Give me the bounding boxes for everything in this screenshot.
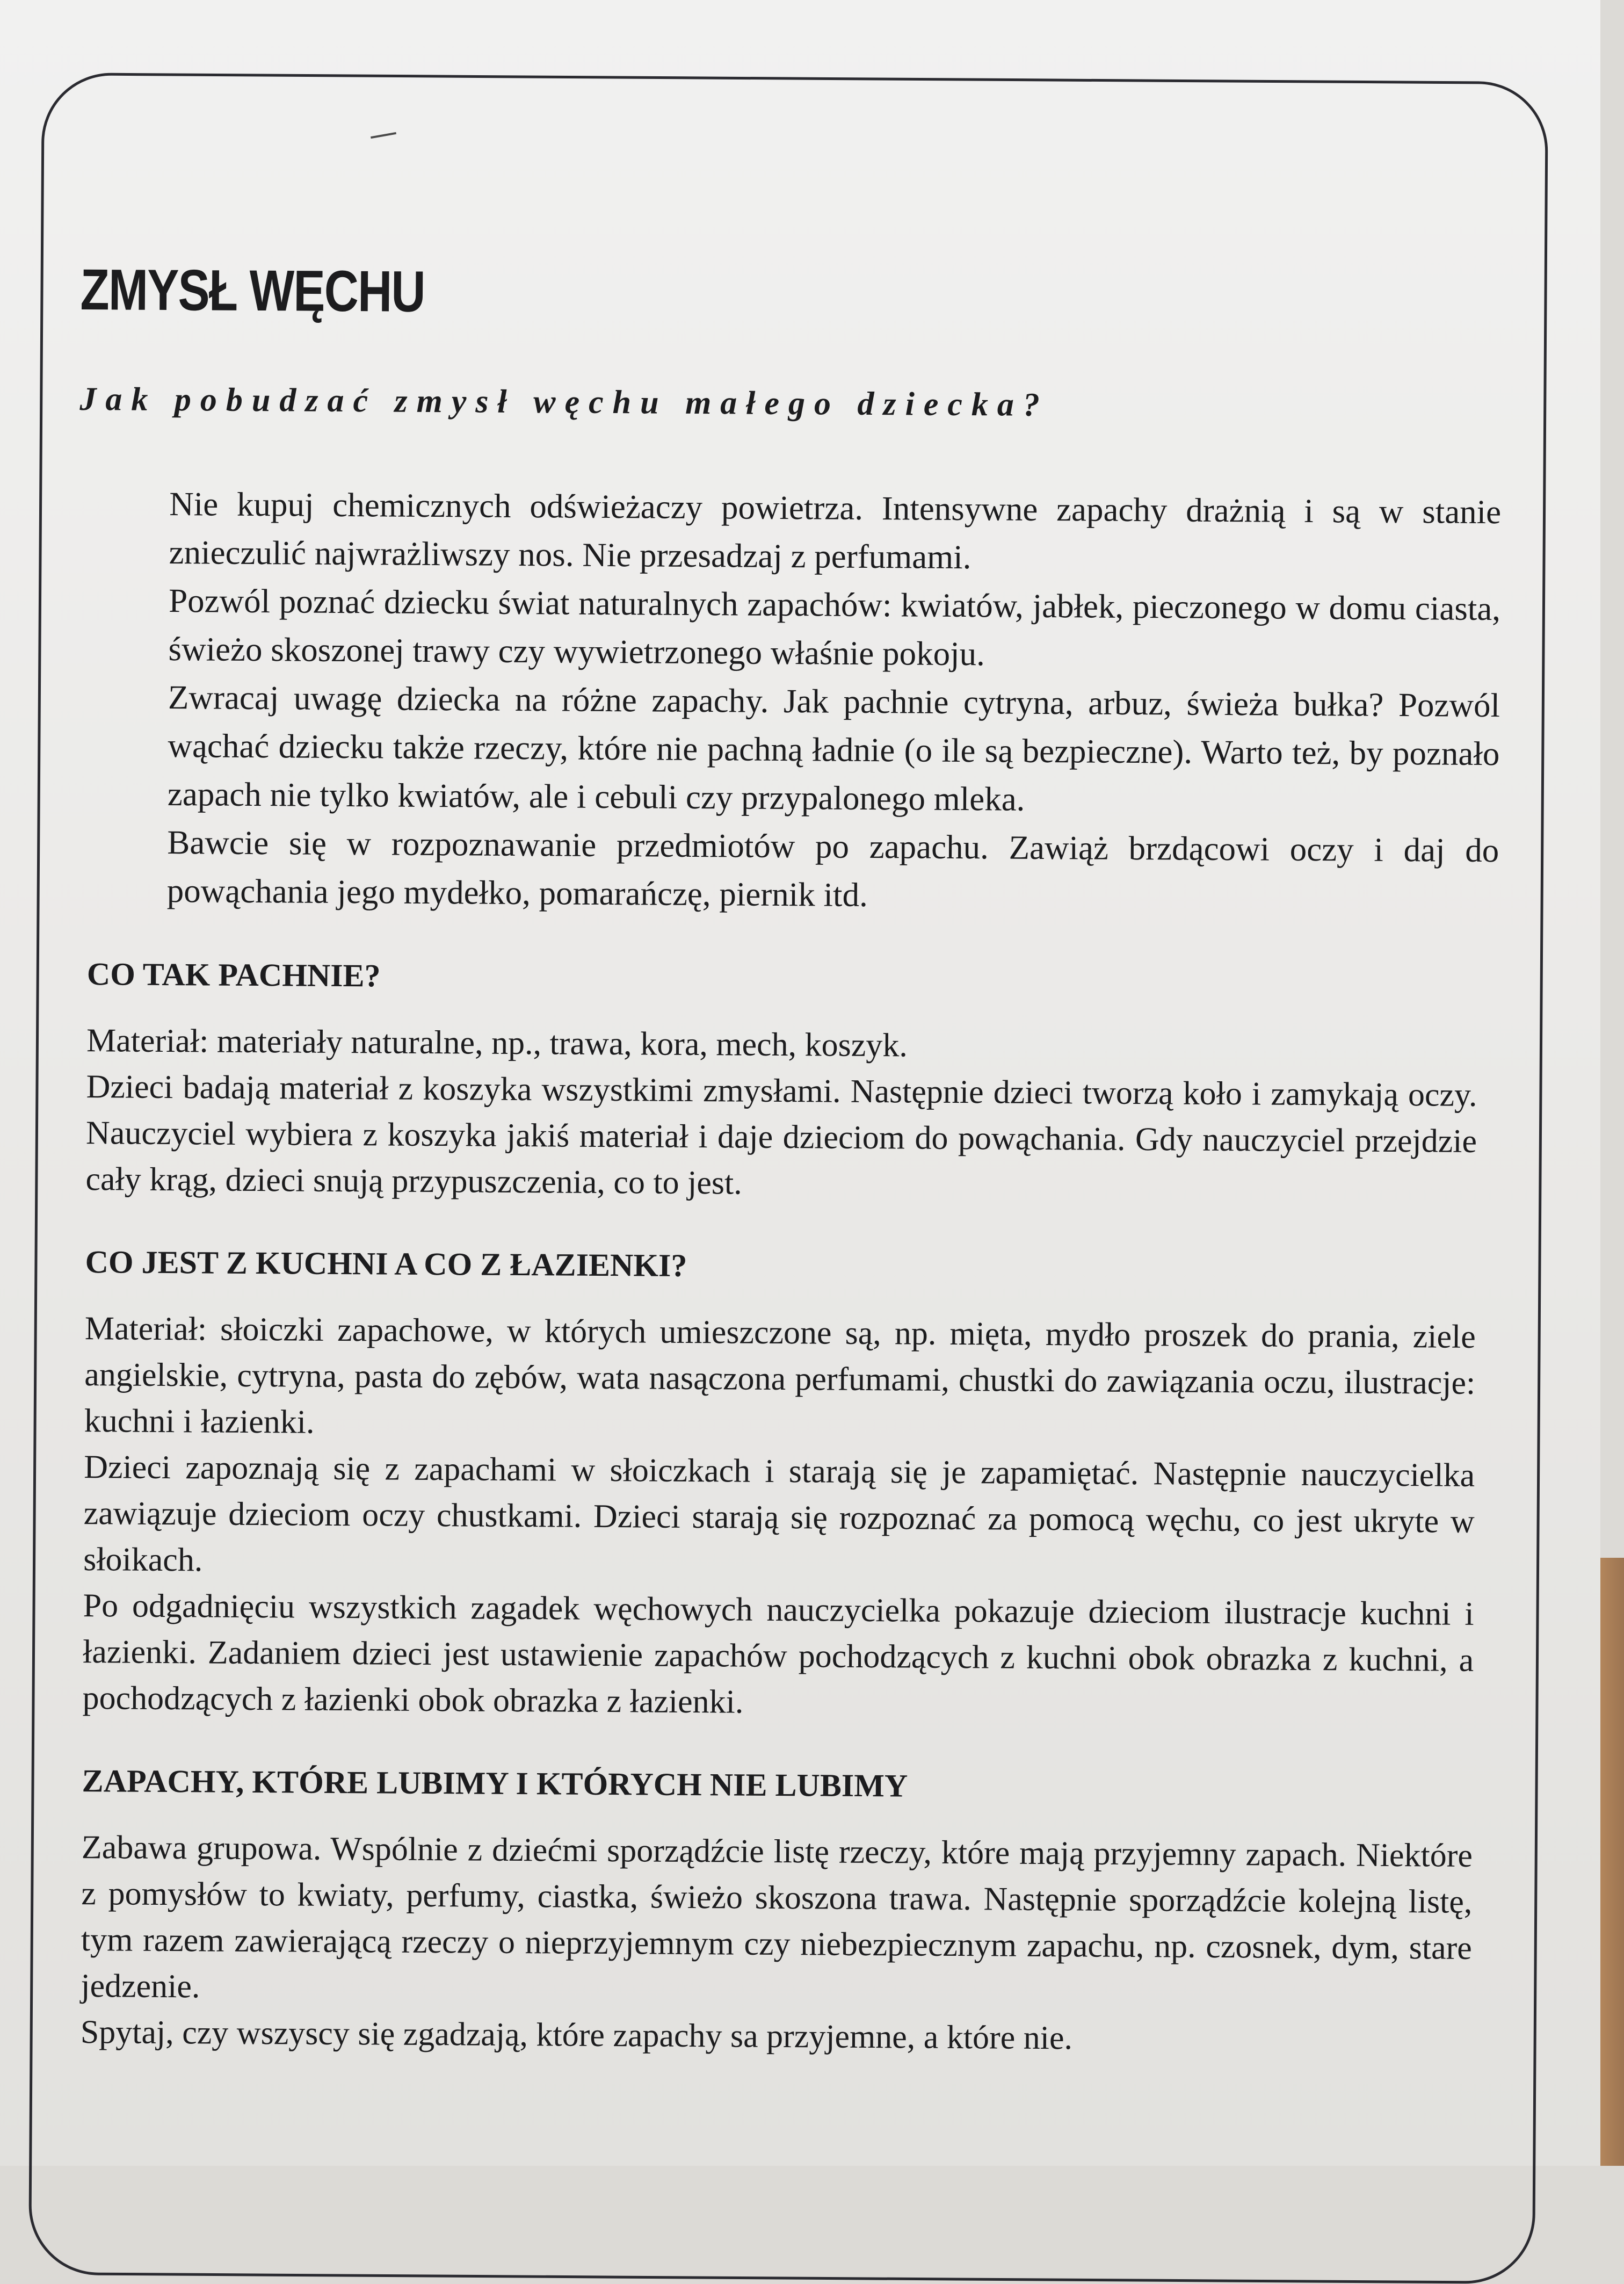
section-co-tak-pachnie xyxy=(85,956,1478,1211)
section-paragraph: Spytaj, czy wszyscy się zgadzają, które zapachy sa przyjemne, a które nie. xyxy=(80,2014,1073,2057)
section-body xyxy=(85,1017,1477,1211)
section-kuchnia-lazienka xyxy=(82,1244,1476,1730)
section-title: CO JEST Z KUCHNI A CO Z ŁAZIENKI? xyxy=(85,1244,687,1283)
page-title: ZMYSŁ WĘCHU xyxy=(80,257,425,324)
document-content xyxy=(70,258,1504,2064)
section-body xyxy=(82,1305,1476,1730)
intro-paragraph: Bawcie się w rozpoznawanie przedmiotów po zapachu. Zawiąż brzdącowi oczy i daj do powąchania jego mydełko, pomarańczę, piernik itd. xyxy=(166,823,1499,914)
intro-paragraph: Pozwól poznać dziecku świat naturalnych zapachów: kwiatów, jabłek, pieczonego w domu ciasta, świeżo skoszonej trawy czy wywietrzonego właśnie pokoju. xyxy=(168,581,1501,673)
section-paragraph: Zabawa grupowa. Wspólnie z dziećmi sporządźcie listę rzeczy, które mają przyjemny zapach. Niektóre z pomysłów to kwiaty, perfumy, ciastka, świeżo skoszona trawa. Następnie sporządźcie kolejną listę, tym razem zawierającą rzeczy o nieprzyjemnym czy niebezpiecznym zapachu, np. czosnek, dym, stare jedzenie. xyxy=(81,1829,1473,2005)
intro-paragraph: Nie kupuj chemicznych odświeżaczy powietrza. Intensywne zapachy drażnią i są w stanie znieczulić najwrażliwszy nos. Nie przesadzaj z perfumami. xyxy=(169,485,1502,576)
section-paragraph: Materiał: materiały naturalne, np., trawa, kora, mech, koszyk. xyxy=(86,1022,908,1064)
intro-tips xyxy=(167,480,1502,923)
section-title: CO TAK PACHNIE? xyxy=(86,956,381,994)
section-paragraph: Materiał: słoiczki zapachowe, w których umieszczone są, np. mięta, mydło proszek do prania, ziele angielskie, cytryna, pasta do zębów, wata nasączona perfumami, chustki do zawiązania oczu, ilustracje: kuchni i łazienki. xyxy=(84,1310,1476,1441)
section-body xyxy=(81,1824,1473,2064)
page-subtitle: Jak pobudzać zmysł węchu małego dziecka? xyxy=(79,380,1049,423)
section-paragraph: Dzieci badają materiał z koszyka wszystkimi zmysłami. Następnie dzieci tworzą koło i zamykają oczy. Nauczyciel wybiera z koszyka jakiś materiał i daje dzieciom do powąchania. Gdy nauczyciel przejdzie cały krąg, dzieci snują przypuszczenia, co to jest. xyxy=(85,1068,1477,1202)
section-paragraph: Po odgadnięciu wszystkich zagadek węchowych nauczycielka pokazuje dzieciom ilustracje kuchni i łazienki. Zadaniem dzieci jest ustawienie zapachów pochodzących z kuchni obok obrazka z kuchni, a pochodzących z łazienki obok obrazka z łazienki. xyxy=(82,1587,1474,1721)
section-paragraph: Dzieci zapoznają się z zapachami w słoiczkach i starają się je zapamiętać. Następnie nauczycielka zawiązuje dzieciom oczy chustkami. Dzieci starają się rozpoznać za pomocą węchu, co jest ukryte w słoikach. xyxy=(83,1449,1475,1579)
section-title: ZAPACHY, KTÓRE LUBIMY I KTÓRYCH NIE LUBIMY xyxy=(82,1763,908,1804)
section-zapachy-lubimy xyxy=(81,1763,1473,2064)
intro-paragraph: Zwracaj uwagę dziecka na różne zapachy. Jak pachnie cytryna, arbuz, świeża bułka? Pozwól wąchać dziecku także rzeczy, które nie pachną ładnie (o ile są bezpieczne). Warto też, by poznało zapach nie tylko kwiatów, ale i cebuli czy przypalonego mleka. xyxy=(167,678,1500,818)
